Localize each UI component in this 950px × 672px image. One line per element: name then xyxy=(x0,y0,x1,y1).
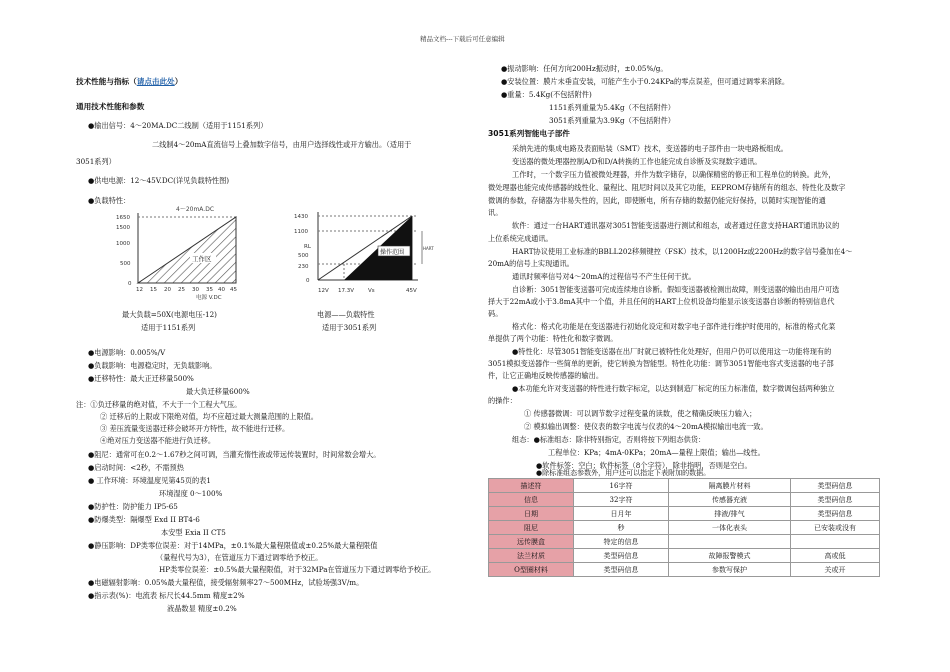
power-supply-line: ●供电电源：12～45V.DC(详见负载特性图) xyxy=(88,176,230,185)
table-cell: 32字符 xyxy=(574,493,669,507)
load-chart-3051 xyxy=(292,206,442,306)
spec-line: ●电磁辐射影响：0.05%最大量程值，接受辐射频率27～500MHz，试验场强3V/m。 xyxy=(88,578,364,587)
spec-line: ●防护性：防护能力 IP5-65 xyxy=(88,502,178,511)
table-row xyxy=(489,521,880,535)
table-row xyxy=(489,563,880,577)
table-cell: 故障报警模式 xyxy=(669,549,791,563)
table-cell: 类型码信息 xyxy=(791,479,880,493)
spec-line: ● 工作环境：环境温度见第45页的表1 xyxy=(88,476,211,485)
spec-line: ●静压影响：DP类零位误差：对于14MPa，±0.1%最大量程限值或±0.25%最大量程限值 xyxy=(88,541,378,550)
chart1-x-tick: 15 xyxy=(150,287,157,293)
chart2-y-tick: RL xyxy=(304,244,311,250)
spec-line: ●电源影响：0.005%/V xyxy=(88,348,166,357)
spec-line: 液晶数显 精度±0.2% xyxy=(167,604,237,613)
table-cell xyxy=(669,535,791,549)
table-row xyxy=(489,479,880,493)
para-line: ① 传感器微调：可以调节数字过程变量的读数，使之精确反映压力输入； xyxy=(524,409,757,418)
table-cell: 参数写保护 xyxy=(669,563,791,577)
para-line: 择大于22mA或小于3.8mA其中一个值，并且任何的HART上位机设备均能显示该变送器自诊断的特别信息代 xyxy=(488,297,835,306)
spec-line: ●负载影响：电源稳定时，无负载影响。 xyxy=(88,361,217,370)
chart1-y-tick: 500 xyxy=(120,261,131,267)
chart2-x-tick: Vs xyxy=(368,288,375,294)
config-table xyxy=(488,478,880,577)
chart1-x-tick: 45 xyxy=(230,287,237,293)
output-signal-line: ●输出信号：4～20MA.DC二线制（适用于1151系列） xyxy=(88,121,268,130)
spec-line: ●启动时间：<2秒，不需预热 xyxy=(88,463,184,472)
right-line: 1151系列重量为5.4Kg（不包括附件） xyxy=(549,103,675,112)
para-line: ●本功能允许对变送器的特性进行数字标定，以达到制造厂标定的压力标准值，数字微调包括两种独立 xyxy=(512,384,835,393)
table-cell: O型圈材料 xyxy=(489,563,574,577)
table-cell: 传感器充液 xyxy=(669,493,791,507)
spec-line: 本安型 Exia II CT5 xyxy=(161,528,226,537)
table-cell xyxy=(791,535,880,549)
para-line: 单提供了两个功能：特性化和数字微调。 xyxy=(488,334,618,343)
chart2-hart-label: HART xyxy=(423,246,434,251)
table-cell: 一体化表头 xyxy=(669,521,791,535)
para-line: 工程单位：KPa；4mA-0KPa；20mA—量程上限值；输出—线性。 xyxy=(548,448,765,457)
para-line: ② 模拟输出调整：使仪表的数字电流与仪表的4～20mA模拟输出电流一致。 xyxy=(524,422,768,431)
table-cell: 特定的信息 xyxy=(574,535,669,549)
click-here-link[interactable]: 请点击此处 xyxy=(136,77,175,86)
chart1-caption-1: 最大负载=50X(电源电压-12) xyxy=(122,310,217,319)
section-heading-3051: 3051系列智能电子部件 xyxy=(488,129,570,138)
spec-line: ●迁移特性：最大正迁移量500% xyxy=(88,374,194,383)
table-cell: 阻尼 xyxy=(489,521,574,535)
para-line: 件，让它正确地反映传感器的输出。 xyxy=(488,371,604,380)
table-cell: 秒 xyxy=(574,521,669,535)
table-cell: 隔离膜片材料 xyxy=(669,479,791,493)
two-wire-line: 二线制4～20mA直流信号上叠加数字信号，由用户选择线性或开方输出。（适用于 xyxy=(152,140,412,149)
table-cell: 类型码信息 xyxy=(791,507,880,521)
chart1-x-unit: 电源 V.DC xyxy=(196,295,222,301)
table-cell: 排液/排气 xyxy=(669,507,791,521)
chart1-caption-2: 适用于1151系列 xyxy=(141,323,196,332)
chart1-x-tick: 25 xyxy=(178,287,185,293)
table-cell: 法兰材质 xyxy=(489,549,574,563)
table-row xyxy=(489,549,880,563)
para-line: ●软件标签：空白；软件标签（8个字符），除非指明，否则是空白。 xyxy=(536,461,752,470)
para-line: 格式化：格式化功能是在变送器进行初始化设定和对数字电子部件进行维护时使用的，标准的格式化菜 xyxy=(512,322,836,331)
table-cell: 信息 xyxy=(489,493,574,507)
table-row xyxy=(489,493,880,507)
chart1-x-tick: 12 xyxy=(136,287,143,293)
spec-line: ④绝对压力变送器不能进行负迁移。 xyxy=(100,436,216,445)
doc-title-end: ） xyxy=(174,77,183,86)
para-line: 码。 xyxy=(488,309,503,318)
table-cell: 日月年 xyxy=(574,507,669,521)
spec-line: ③ 差压流量变送器迁移会破坏开方特性，故不能进行迁移。 xyxy=(100,424,290,433)
table-row xyxy=(489,507,880,521)
para-line: ●除标准组态参数外，用户还可以指定下表附加的数据。 xyxy=(536,469,711,477)
chart1-y-tick: 1000 xyxy=(116,241,130,247)
para-line: 上位系统完成通讯。 xyxy=(488,234,553,243)
right-line: ●重量：5.4Kg(不包括附件) xyxy=(501,90,592,99)
chart2-area-label: 操作范围 xyxy=(380,249,405,256)
load-char-line: ●负载特性： xyxy=(88,196,131,205)
chart1-area-label: 工作区 xyxy=(192,255,212,263)
para-line: 微处理器也能完成传感器的线性化、量程比、阻尼时间以及其它功能，EEPROM存储所有的组态、特性化及数字 xyxy=(488,183,846,192)
para-line: ●特性化：尽管3051智能变送器在出厂时就已被特性化处理好，但用户仍可以使用这一功能将现有的 xyxy=(512,347,832,356)
chart2-y-tick: 0 xyxy=(306,278,310,284)
table-cell: 类型码信息 xyxy=(574,563,669,577)
chart2-y-tick: 1100 xyxy=(294,229,308,235)
load-chart-1151 xyxy=(108,203,248,303)
para-line: 3051模拟变送器作一些简单的更新，使它转换为智能型。特性化功能：调节3051智能电容式变送器的电子部 xyxy=(488,359,834,368)
table-cell: 类型码信息 xyxy=(791,493,880,507)
chart1-top-label: 4～20mA.DC xyxy=(176,206,215,213)
para-line: 自诊断：3051智能变送器可完成连续地自诊断。假如变送器被检测出故障，则变送器的输出由用户可选 xyxy=(512,285,840,294)
chart2-caption-1: 电源——负载特性 xyxy=(317,310,375,319)
table-cell: 描述符 xyxy=(489,479,574,493)
table-cell: 已安装或没有 xyxy=(791,521,880,535)
spec-line: 注：①负迁移量的绝对值，不大于一个工程大气压。 xyxy=(76,400,242,409)
chart2-x-tick: 45V xyxy=(406,288,417,294)
table-cell: 16字符 xyxy=(574,479,669,493)
chart2-y-tick: 230 xyxy=(298,264,309,270)
chart2-x-tick: 17.3V xyxy=(338,288,355,294)
para-line: 变送器的微处理器控制A/D和D/A转换的工作也能完成自诊断及实现数字通讯。 xyxy=(512,157,762,166)
right-line: 3051系列重量为3.9Kg（不包括附件） xyxy=(549,116,675,125)
spec-line: 最大负迁移量600% xyxy=(186,387,250,396)
chart1-y-tick: 1650 xyxy=(116,215,130,221)
two-wire-line-cont: 3051系列） xyxy=(76,157,116,166)
para-line: 的操作： xyxy=(488,396,517,405)
table-cell: 高或低 xyxy=(791,549,880,563)
para-line: 采纳先进的集成电路及表面贴装（SMT）技术，变送器的电子部件由一块电路板组成。 xyxy=(512,144,788,153)
chart1-x-tick: 40 xyxy=(218,287,225,293)
chart1-y-tick: 1500 xyxy=(116,225,130,231)
right-line: ●振动影响：任何方向200Hz振动时，±0.05%/g。 xyxy=(501,64,668,73)
chart2-y-tick: 1430 xyxy=(294,214,308,220)
table-row xyxy=(489,535,880,549)
table-cell: 关或开 xyxy=(791,563,880,577)
chart1-x-tick: 30 xyxy=(192,287,199,293)
para-line: 讯。 xyxy=(488,208,503,217)
chart1-x-tick: 20 xyxy=(164,287,171,293)
para-line: 工作时，一个数字压力值被微处理器，并作为数字储存，以确保精密的修正和工程单位的转换。此外， xyxy=(512,170,836,179)
table-cell: 日期 xyxy=(489,507,574,521)
spec-line: （量程代号为3），在管道压力下通过调零给予校正。 xyxy=(156,553,323,562)
doc-title xyxy=(76,76,182,87)
chart1-work-area xyxy=(138,217,236,283)
chart2-caption-2: 适用于3051系列 xyxy=(322,323,377,332)
spec-line: ② 迁移后的上限或下限绝对值，均不应超过最大测量范围的上限值。 xyxy=(100,412,318,421)
table-cell: 类型码信息 xyxy=(574,549,669,563)
para-line: 微调的参数，存储器为非易失性的，因此，即使断电，所有存储的数据仍能完好保持，以随时实现智能的通 xyxy=(488,196,826,205)
page-header: 精品文档---下载后可任意编辑 xyxy=(420,35,505,43)
chart1-x-tick: 35 xyxy=(206,287,213,293)
para-line: HART协议使用工业标准的BBLL202移频键控（FSK）技术，以1200Hz或2200Hz的数字信号叠加在4～ xyxy=(512,247,853,256)
para-line: 组态：●标准组态：除非特别指定，否则将按下列组态供货： xyxy=(512,435,706,444)
para-line: 通讯时频率信号对4～20mA的过程信号不产生任何干扰。 xyxy=(512,272,696,281)
spec-line: 环境湿度 0～100% xyxy=(159,489,223,498)
table-cell: 远传膜盒 xyxy=(489,535,574,549)
doc-title-text: 技术性能与指标（ xyxy=(76,77,137,86)
spec-line: HP类零位误差：±0.5%最大量程限值，对于32MPa在管道压力下通过调零给予校正。 xyxy=(159,565,436,574)
spec-line: ●阻尼：通常可在0.2～1.67秒之间可调，当灌充惰性液或带远传装置时，时间常数会增大。 xyxy=(88,450,381,459)
para-line: 20mA的信号上实现通讯。 xyxy=(488,259,574,268)
para-line: 软件：通过一台HART通讯器对3051智能变送器进行测试和组态，或者通过任意支持HART通讯协议的 xyxy=(512,221,840,230)
section-heading-general: 通用技术性能和参数 xyxy=(76,102,145,111)
chart2-y-tick: 500 xyxy=(298,253,309,259)
right-line: ●安装位置：膜片未垂直安装，可能产生小于0.24KPa的零点误差，但可通过调零来消除。 xyxy=(501,77,790,86)
chart1-y-tick: 0 xyxy=(128,281,132,287)
spec-line: ●防爆类型：隔爆型 Exd II BT4-6 xyxy=(88,515,200,524)
chart2-x-tick: 12V xyxy=(318,288,329,294)
spec-line: ●指示表(%)：电流表 标尺长44.5mm 精度±2% xyxy=(88,591,245,600)
